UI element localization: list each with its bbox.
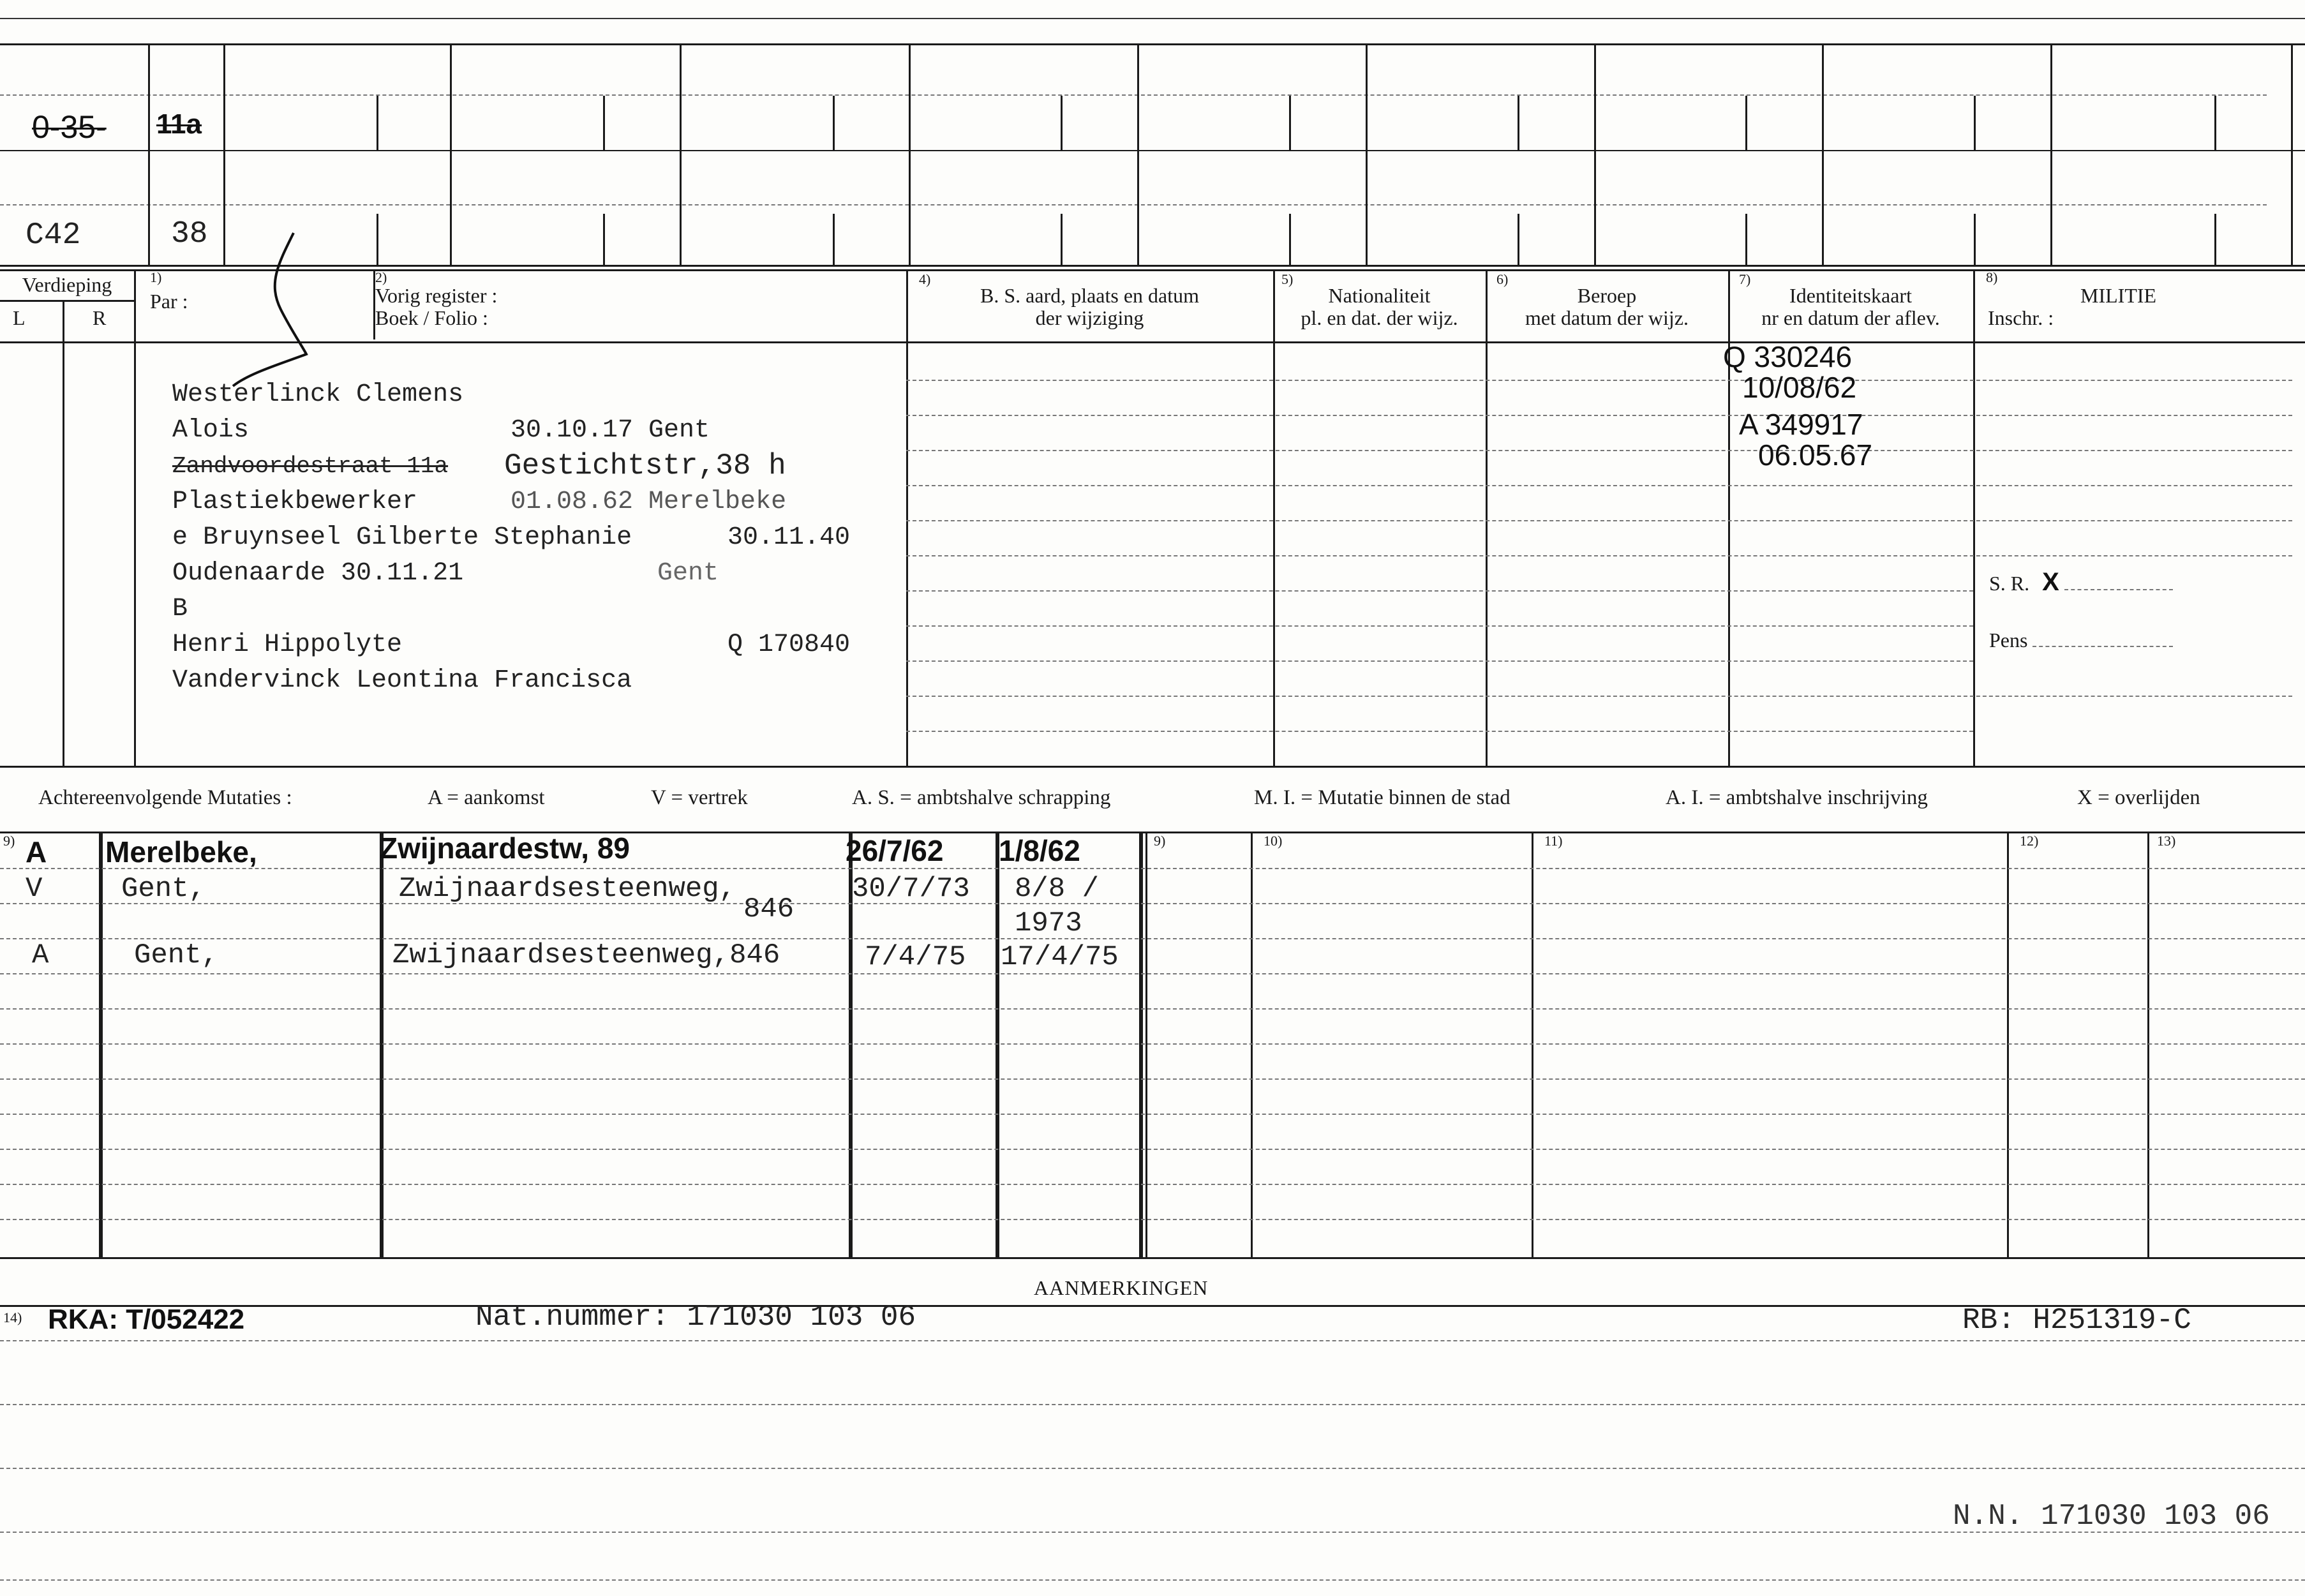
col2-label1: Vorig register : (375, 284, 498, 307)
mutation-street: Zwijnaardestw, 89 (380, 832, 630, 865)
col7-label2: nr en datum der aflev. (1761, 306, 1940, 329)
nn-number: N.N. 171030 103 06 (1953, 1500, 2270, 1533)
col6-label1: Beroep (1577, 284, 1637, 307)
mutation-street: Zwijnaardsesteenweg, (399, 873, 736, 905)
mutation-place: Merelbeke, (105, 835, 257, 869)
person-line-right: Gestichtstr,38 h (504, 449, 786, 482)
col12-num: 12) (2020, 833, 2039, 849)
mutation-street: Zwijnaardsesteenweg,846 (392, 939, 780, 971)
col2-label2: Boek / Folio : (375, 306, 488, 329)
col9-num: 9) (3, 833, 15, 849)
legend-v: V = vertrek (651, 786, 748, 809)
col11-num: 11) (1544, 833, 1563, 849)
person-line-left: B (172, 594, 188, 623)
person-line (172, 412, 900, 448)
person-line-left: Henri Hippolyte (172, 630, 403, 659)
sr-value: X (2042, 568, 2059, 596)
col7-num: 7) (1739, 271, 1751, 287)
legend-x: X = overlijden (2077, 786, 2200, 809)
person-line-right: 30.10.17 Gent (511, 415, 710, 445)
col7-label1: Identiteitskaart (1789, 284, 1912, 307)
person-line (172, 519, 900, 555)
id-card-number: A 349917 (1739, 408, 1863, 441)
person-line-left: Plastiekbewerker (172, 487, 418, 516)
id-card-date: 06.05.67 (1758, 438, 1873, 472)
id-card-date: 10/08/62 (1742, 371, 1857, 404)
sr-field (1989, 568, 2173, 597)
id-card-entries (1723, 341, 1872, 470)
remarks-num: 14) (3, 1309, 22, 1325)
mutation-type: A (32, 939, 49, 971)
col5-label2: pl. en dat. der wijz. (1301, 306, 1458, 329)
section-code: C42 (26, 218, 81, 253)
person-lines (172, 377, 900, 698)
col2-num: 2) (375, 269, 387, 285)
id-card-number: Q 330246 (1723, 340, 1853, 373)
rb-number: RB: H251319-C (1962, 1304, 2191, 1337)
sr-label: S. R. (1989, 572, 2030, 595)
pens-field (1989, 629, 2173, 652)
mutation-date-reg: 8/8 / (1015, 873, 1100, 905)
person-line-left: e Bruynseel Gilberte Stephanie (172, 523, 632, 552)
person-line (172, 662, 900, 698)
col13-num: 13) (2157, 833, 2176, 849)
person-line-left: Alois (172, 415, 250, 445)
person-line-right: Q 170840 (727, 630, 851, 659)
person-line-left: Oudenaarde 30.11.21 (172, 558, 464, 588)
legend-ai: A. I. = ambtshalve inschrijving (1666, 786, 1928, 809)
legend-title: Achtereenvolgende Mutaties : (38, 786, 292, 809)
col4-label2: der wijziging (1035, 306, 1144, 329)
legend-a: A = aankomst (428, 786, 545, 809)
col1-num: 1) (150, 269, 162, 285)
col6-num: 6) (1496, 271, 1509, 287)
national-number: Nat.nummer: 171030 103 06 (475, 1301, 916, 1334)
verdieping-label: Verdieping (22, 273, 112, 296)
person-line-right: 30.11.40 (727, 523, 851, 552)
mutation-type: A (26, 835, 47, 869)
col10-num: 10) (1264, 833, 1283, 849)
legend-as: A. S. = ambtshalve schrapping (852, 786, 1111, 809)
mutation-type: V (26, 873, 43, 905)
old-section-code: 0-35- (32, 109, 107, 145)
col5-num: 5) (1281, 271, 1294, 287)
person-line-right: 01.08.62 Merelbeke (511, 487, 787, 516)
mutation-place: Gent, (134, 939, 219, 971)
person-line-right: Gent (657, 558, 719, 588)
col5-label1: Nationaliteit (1328, 284, 1431, 307)
handwritten-arrow-mark (217, 227, 319, 392)
remarks-title: AANMERKINGEN (1034, 1276, 1209, 1299)
person-line (172, 448, 900, 484)
person-line (172, 627, 900, 662)
legend-mi: M. I. = Mutatie binnen de stad (1254, 786, 1511, 809)
pens-label: Pens (1989, 629, 2028, 652)
mutation-date-in: 7/4/75 (865, 941, 966, 973)
col8-label1: MILITIE (2080, 284, 2157, 307)
old-house-number: 11a (156, 108, 202, 140)
col4-label1: B. S. aard, plaats en datum (980, 284, 1200, 307)
person-line-left: Vandervinck Leontina Francisca (172, 666, 632, 695)
mutation-place: Gent, (121, 873, 206, 905)
mutation-date-in: 26/7/62 (846, 834, 944, 867)
col4-num: 4) (919, 271, 931, 287)
person-line (172, 555, 900, 591)
mutation-date-reg: 17/4/75 (1001, 941, 1119, 973)
mutation-street-number: 846 (743, 893, 794, 925)
col8-num: 8) (1986, 269, 1998, 285)
l-label: L (13, 306, 26, 329)
col1-label: Par : (150, 290, 188, 313)
rka-number: RKA: T/052422 (48, 1304, 245, 1335)
person-line-left: Zandvoordestraat 11a (172, 452, 449, 479)
col6-label2: met datum der wijz. (1525, 306, 1689, 329)
person-line (172, 484, 900, 519)
mutation-date-reg-year: 1973 (1015, 907, 1082, 939)
col8-label2: Inschr. : (1988, 306, 2054, 329)
col9b-num: 9) (1154, 833, 1166, 849)
r-label: R (93, 306, 107, 329)
person-line-left: Westerlinck Clemens (172, 380, 464, 409)
mutation-legend (38, 786, 2297, 810)
mutation-date-in: 30/7/73 (852, 873, 970, 905)
person-line (172, 591, 900, 627)
mutation-date-reg: 1/8/62 (999, 834, 1080, 867)
house-number: 38 (171, 217, 208, 251)
